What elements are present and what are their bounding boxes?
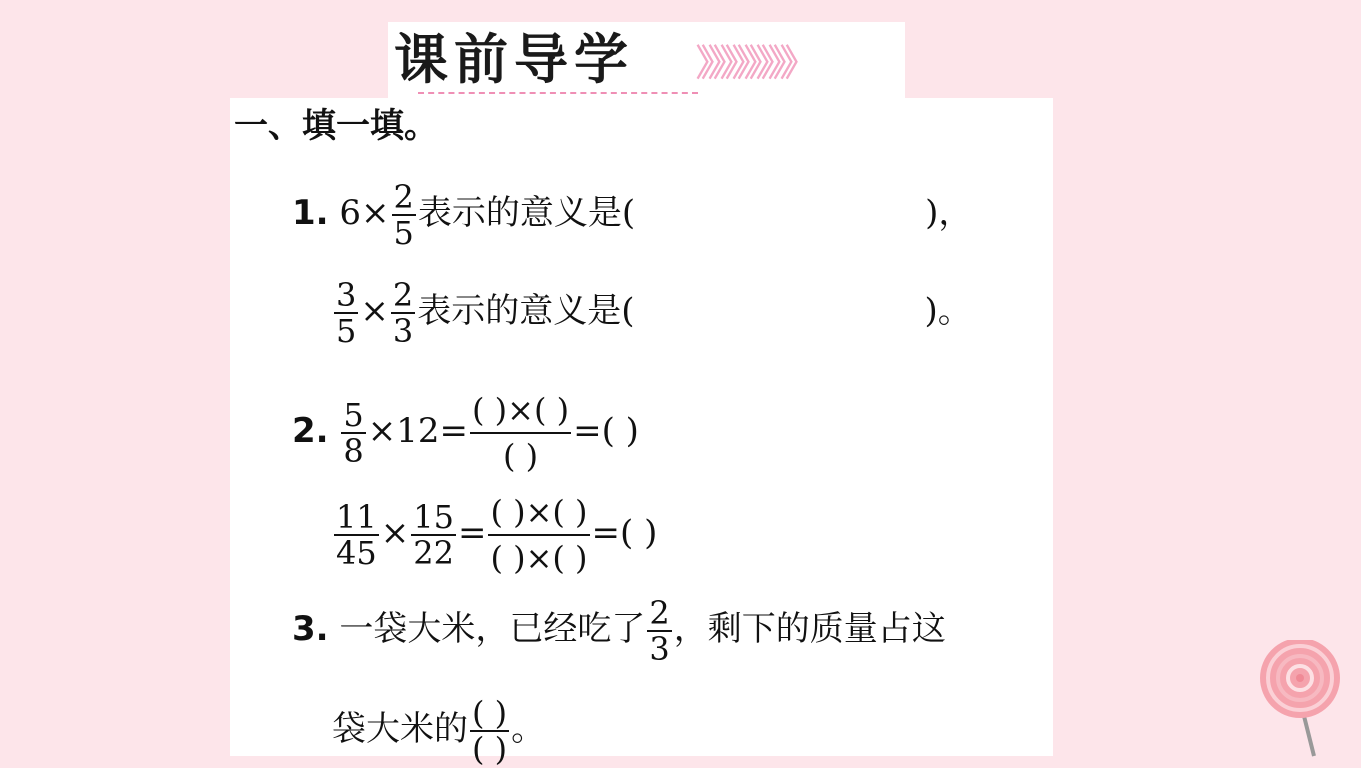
denominator: 5 xyxy=(336,312,357,350)
numerator: 11 xyxy=(336,498,377,536)
lollipop-icon xyxy=(1256,640,1356,760)
chevron-decoration-icon: 》》》》》》》》 xyxy=(696,43,811,84)
question-number: 1. xyxy=(292,193,329,233)
question-text: ，剩下的质量占这 xyxy=(673,609,946,649)
fraction xyxy=(647,596,671,666)
prompt-text: 表示的意义是( xyxy=(417,193,636,233)
result-blank[interactable]: =( ) xyxy=(591,513,658,553)
fraction xyxy=(334,500,379,570)
question-end: 。 xyxy=(511,709,546,749)
expression-text: 6× xyxy=(339,193,390,233)
denominator: 8 xyxy=(343,432,364,470)
denominator: 22 xyxy=(413,534,454,572)
question-text: 袋大米的 xyxy=(332,709,468,749)
question-number: 3. xyxy=(292,609,329,649)
dashed-underline xyxy=(418,92,698,94)
denominator-blank[interactable]: ( ) xyxy=(472,730,508,768)
fraction xyxy=(334,278,358,348)
denominator-blank[interactable]: ( )×( ) xyxy=(488,534,589,580)
fraction xyxy=(341,398,365,468)
answer-fraction-blank[interactable] xyxy=(470,696,509,766)
numerator-blank[interactable]: ( ) xyxy=(472,694,508,732)
question-2-line-2 xyxy=(332,490,657,580)
numerator: 15 xyxy=(413,498,454,536)
expression-text: ×12= xyxy=(367,411,468,451)
numerator: 2 xyxy=(393,178,414,216)
question-1-line-2 xyxy=(332,278,972,348)
numerator-blank[interactable]: ( )×( ) xyxy=(490,493,588,531)
denominator: 3 xyxy=(392,312,414,350)
numerator: 3 xyxy=(336,276,357,314)
fraction xyxy=(392,180,416,250)
answer-fraction-blank[interactable] xyxy=(470,388,571,478)
banner-title: 课前导学 xyxy=(394,28,634,91)
result-blank[interactable]: =( ) xyxy=(573,411,639,451)
denominator: 3 xyxy=(649,630,670,668)
fraction xyxy=(391,278,415,348)
prompt-end: )， xyxy=(925,193,973,233)
question-2-line-1 xyxy=(292,388,639,478)
numerator: 5 xyxy=(343,396,364,434)
question-1-line-1 xyxy=(292,180,972,250)
numerator: 2 xyxy=(392,276,414,314)
answer-fraction-blank[interactable] xyxy=(488,490,589,580)
section-banner xyxy=(388,22,905,98)
denominator: 45 xyxy=(336,534,377,572)
section-heading: 一、填一填。 xyxy=(234,106,438,146)
times-sign: × xyxy=(360,291,389,331)
times-sign: × xyxy=(380,513,410,553)
numerator-blank[interactable]: ( )×( ) xyxy=(472,391,570,429)
prompt-end: )。 xyxy=(924,291,972,331)
equals-sign: = xyxy=(457,513,487,553)
denominator: 5 xyxy=(393,214,414,252)
denominator-blank[interactable]: ( ) xyxy=(470,432,571,478)
question-3-line-2 xyxy=(332,696,545,766)
fraction xyxy=(411,500,456,570)
numerator: 2 xyxy=(649,594,670,632)
content-panel xyxy=(230,98,1053,768)
question-text: 一袋大米，已经吃了 xyxy=(339,609,646,649)
prompt-text: 表示的意义是( xyxy=(417,291,635,331)
question-number: 2. xyxy=(292,411,329,451)
question-3-line-1 xyxy=(292,596,946,666)
